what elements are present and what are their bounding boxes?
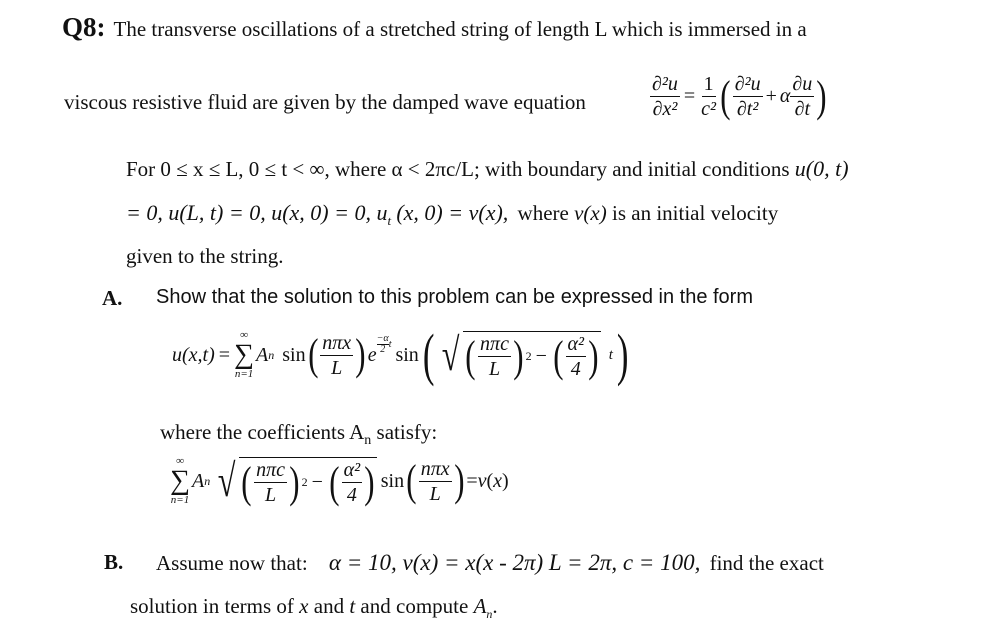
part-b-label: B. — [104, 550, 124, 574]
coefficients-label: where the coefficients A — [160, 420, 365, 444]
coefficient-formula: ∞ ∑ n=1 A n √ ( $\frac{\text{nπc}}{L}$ ) 2 − ( $\frac{\text{α²}}{4}$ ) sin ( $\frac{\text{nπx}}{L}$ ) = v ( x ) — [170, 455, 509, 507]
condition-u0: u(0, t) — [794, 156, 849, 181]
conditions-text-2b: (x, 0) = v(x), — [396, 200, 509, 225]
last-line — [130, 594, 498, 622]
intro-text: The transverse oscillations of a stretched string of length L which is immersed in a — [113, 17, 807, 41]
last-line-An: A — [473, 594, 487, 618]
conditions-line-3: given to the string. — [126, 244, 284, 268]
conditions-vx: v(x) — [574, 201, 607, 225]
solution-formula: u(x,t) = ∞ ∑ n=1 A n sin ( $\frac{\text{nπx}}{L}$ ) e −α 2 t sin ( √ ( $\frac{\text{nπc}}{L}$ ) 2 − ( $\frac{\text{α²}}{4}$ ) t ) — [172, 322, 629, 387]
conditions-line-2: = 0, u(L, t) = 0, u(x, 0) = 0, $u_t$ (x, 0) = v(x), where v(x) is an initial velocity — [126, 200, 779, 229]
last-line-x: x — [299, 594, 309, 618]
last-line-dot: . — [492, 594, 498, 618]
part-b-equation: α = 10, v(x) = x(x - 2π) L = 2π, c = 100, — [328, 550, 701, 575]
part-b-text: Assume now that: — [156, 551, 308, 575]
part-a-label: A. — [102, 286, 123, 310]
last-line-and: and — [313, 594, 345, 618]
conditions-text: For 0 ≤ x ≤ L, 0 ≤ t < ∞, where α < 2πc/L; with boundary and initial conditions — [126, 157, 790, 181]
question-heading — [62, 12, 807, 43]
conditions-where: where — [517, 201, 569, 225]
coefficients-text — [160, 420, 437, 449]
last-line-t: t — [349, 594, 356, 618]
last-line-text: solution in terms of — [130, 594, 294, 618]
last-line-An-sub: n — [486, 607, 493, 622]
damped-wave-equation: $\frac{\text{∂²u}}{\text{∂x²}}$ = $\frac{1}{\text{c²}}$ ( $\frac{\text{∂²u}}{\text{∂t²}}$ + α $\frac{\partial u}{\partial t}$ ) — [652, 71, 827, 121]
last-line-text-b: and compute — [360, 594, 469, 618]
conditions-text-2: = 0, u(L, t) = 0, u(x, 0) = 0, u — [126, 200, 388, 225]
part-b-line — [156, 550, 824, 576]
intro-text-2: viscous resistive fluid are given by the damped wave equation — [64, 90, 586, 114]
coefficients-subscript: n — [364, 433, 372, 449]
question-label: Q8: — [62, 12, 106, 42]
part-b-end: find the exact — [709, 551, 824, 575]
conditions-rest: is an initial velocity — [612, 201, 779, 225]
part-a-text: Show that the solution to this problem can be expressed in the form — [156, 286, 754, 308]
conditions-line-1 — [126, 156, 849, 182]
coefficients-end: satisfy: — [376, 420, 438, 444]
